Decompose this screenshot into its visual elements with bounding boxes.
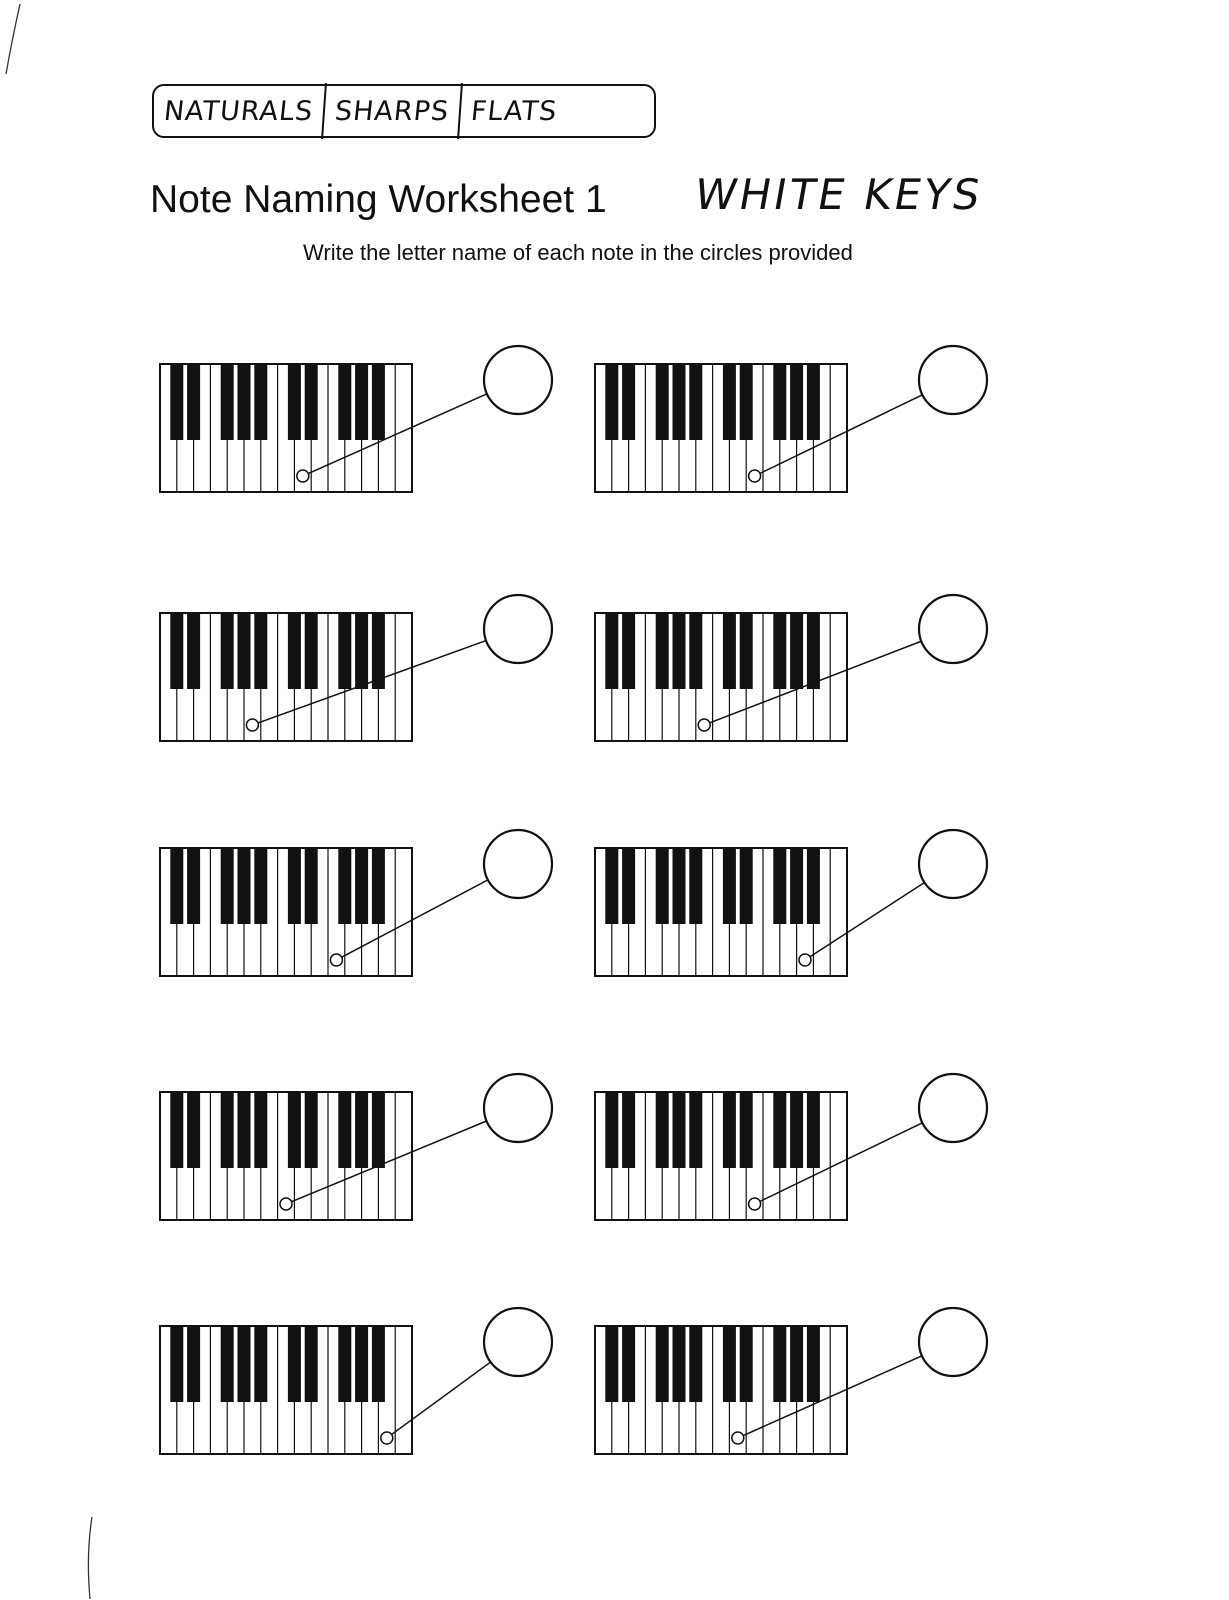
black-key (238, 614, 251, 689)
black-key (288, 1327, 301, 1402)
marked-note-dot (246, 719, 258, 731)
black-key (170, 849, 183, 924)
answer-circle[interactable] (484, 346, 552, 414)
black-key (673, 1093, 686, 1168)
black-key (773, 1327, 786, 1402)
black-key (170, 1327, 183, 1402)
black-key (622, 849, 635, 924)
black-key (790, 614, 803, 689)
black-key (656, 1093, 669, 1168)
black-key (773, 365, 786, 440)
black-key (656, 365, 669, 440)
black-key (372, 1327, 385, 1402)
black-key (372, 365, 385, 440)
scan-mark (0, 0, 30, 80)
black-key (221, 1327, 234, 1402)
handwritten-annotation: WHITE KEYS (690, 170, 987, 219)
marked-note-dot (297, 470, 309, 482)
answer-circle[interactable] (484, 830, 552, 898)
black-key (170, 365, 183, 440)
black-key (288, 365, 301, 440)
black-key (187, 1327, 200, 1402)
black-key (338, 614, 351, 689)
black-key (288, 1093, 301, 1168)
keyboard-exercise (595, 595, 987, 741)
black-key (238, 1093, 251, 1168)
black-key (254, 1327, 267, 1402)
black-key (673, 614, 686, 689)
keyboard-exercise (595, 1074, 987, 1220)
black-key (656, 849, 669, 924)
answer-circle[interactable] (919, 1308, 987, 1376)
black-key (673, 365, 686, 440)
black-key (689, 1327, 702, 1402)
black-key (305, 1093, 318, 1168)
black-key (689, 849, 702, 924)
black-key (288, 849, 301, 924)
black-key (355, 849, 368, 924)
black-key (254, 1093, 267, 1168)
answer-circle[interactable] (919, 595, 987, 663)
black-key (773, 614, 786, 689)
black-key (605, 849, 618, 924)
black-key (656, 614, 669, 689)
black-key (288, 614, 301, 689)
black-key (372, 849, 385, 924)
black-key (221, 1093, 234, 1168)
keyboard-exercise (595, 1308, 987, 1454)
black-key (740, 849, 753, 924)
black-key (338, 1093, 351, 1168)
black-key (740, 1093, 753, 1168)
marked-note-dot (749, 1198, 761, 1210)
answer-circle[interactable] (919, 346, 987, 414)
black-key (221, 614, 234, 689)
black-key (656, 1327, 669, 1402)
black-key (723, 365, 736, 440)
black-key (305, 1327, 318, 1402)
keyboard-exercise (160, 830, 552, 976)
black-key (372, 1093, 385, 1168)
black-key (221, 849, 234, 924)
black-key (807, 614, 820, 689)
black-key (338, 849, 351, 924)
black-key (773, 849, 786, 924)
black-key (723, 614, 736, 689)
sharps-label: SHARPS (333, 95, 451, 127)
black-key (238, 849, 251, 924)
black-key (673, 1327, 686, 1402)
black-key (254, 365, 267, 440)
black-key (790, 1327, 803, 1402)
black-key (790, 1093, 803, 1168)
black-key (740, 1327, 753, 1402)
marked-note-dot (381, 1432, 393, 1444)
keyboard-exercise (160, 1308, 552, 1454)
keyboard-exercise (160, 346, 552, 492)
black-key (170, 614, 183, 689)
black-key (338, 365, 351, 440)
answer-circle[interactable] (919, 830, 987, 898)
naturals-label: NATURALS (162, 95, 315, 127)
black-key (773, 1093, 786, 1168)
black-key (605, 1327, 618, 1402)
marked-note-dot (732, 1432, 744, 1444)
black-key (187, 849, 200, 924)
black-key (689, 1093, 702, 1168)
marked-note-dot (280, 1198, 292, 1210)
keyboard-exercise (160, 1074, 552, 1220)
scan-mark (80, 1515, 100, 1600)
black-key (740, 365, 753, 440)
black-key (187, 614, 200, 689)
black-key (723, 849, 736, 924)
marked-note-dot (698, 719, 710, 731)
black-key (254, 849, 267, 924)
black-key (689, 365, 702, 440)
black-key (338, 1327, 351, 1402)
instructions: Write the letter name of each note in the circles provided (303, 240, 853, 265)
black-key (355, 614, 368, 689)
black-key (673, 849, 686, 924)
keyboard-exercise (160, 595, 552, 741)
answer-circle[interactable] (484, 595, 552, 663)
keyboard-exercise (595, 830, 987, 976)
black-key (355, 1093, 368, 1168)
black-key (790, 849, 803, 924)
black-key (605, 365, 618, 440)
black-key (790, 365, 803, 440)
black-key (305, 614, 318, 689)
black-key (605, 1093, 618, 1168)
black-key (254, 614, 267, 689)
worksheet-title: Note Naming Worksheet 1 (150, 178, 607, 221)
black-key (605, 614, 618, 689)
flats-label: FLATS (469, 95, 560, 127)
black-key (723, 1093, 736, 1168)
marked-note-dot (330, 954, 342, 966)
marked-note-dot (749, 470, 761, 482)
black-key (807, 365, 820, 440)
black-key (723, 1327, 736, 1402)
answer-circle[interactable] (484, 1074, 552, 1142)
black-key (238, 1327, 251, 1402)
black-key (689, 614, 702, 689)
black-key (238, 365, 251, 440)
black-key (622, 614, 635, 689)
keyboard-exercise (595, 346, 987, 492)
black-key (807, 1327, 820, 1402)
black-key (355, 1327, 368, 1402)
black-key (305, 849, 318, 924)
black-key (740, 614, 753, 689)
answer-circle[interactable] (484, 1308, 552, 1376)
black-key (622, 1093, 635, 1168)
black-key (807, 1093, 820, 1168)
answer-circle[interactable] (919, 1074, 987, 1142)
marked-note-dot (799, 954, 811, 966)
black-key (170, 1093, 183, 1168)
black-key (622, 365, 635, 440)
black-key (355, 365, 368, 440)
black-key (305, 365, 318, 440)
black-key (622, 1327, 635, 1402)
black-key (187, 365, 200, 440)
black-key (807, 849, 820, 924)
black-key (221, 365, 234, 440)
black-key (187, 1093, 200, 1168)
